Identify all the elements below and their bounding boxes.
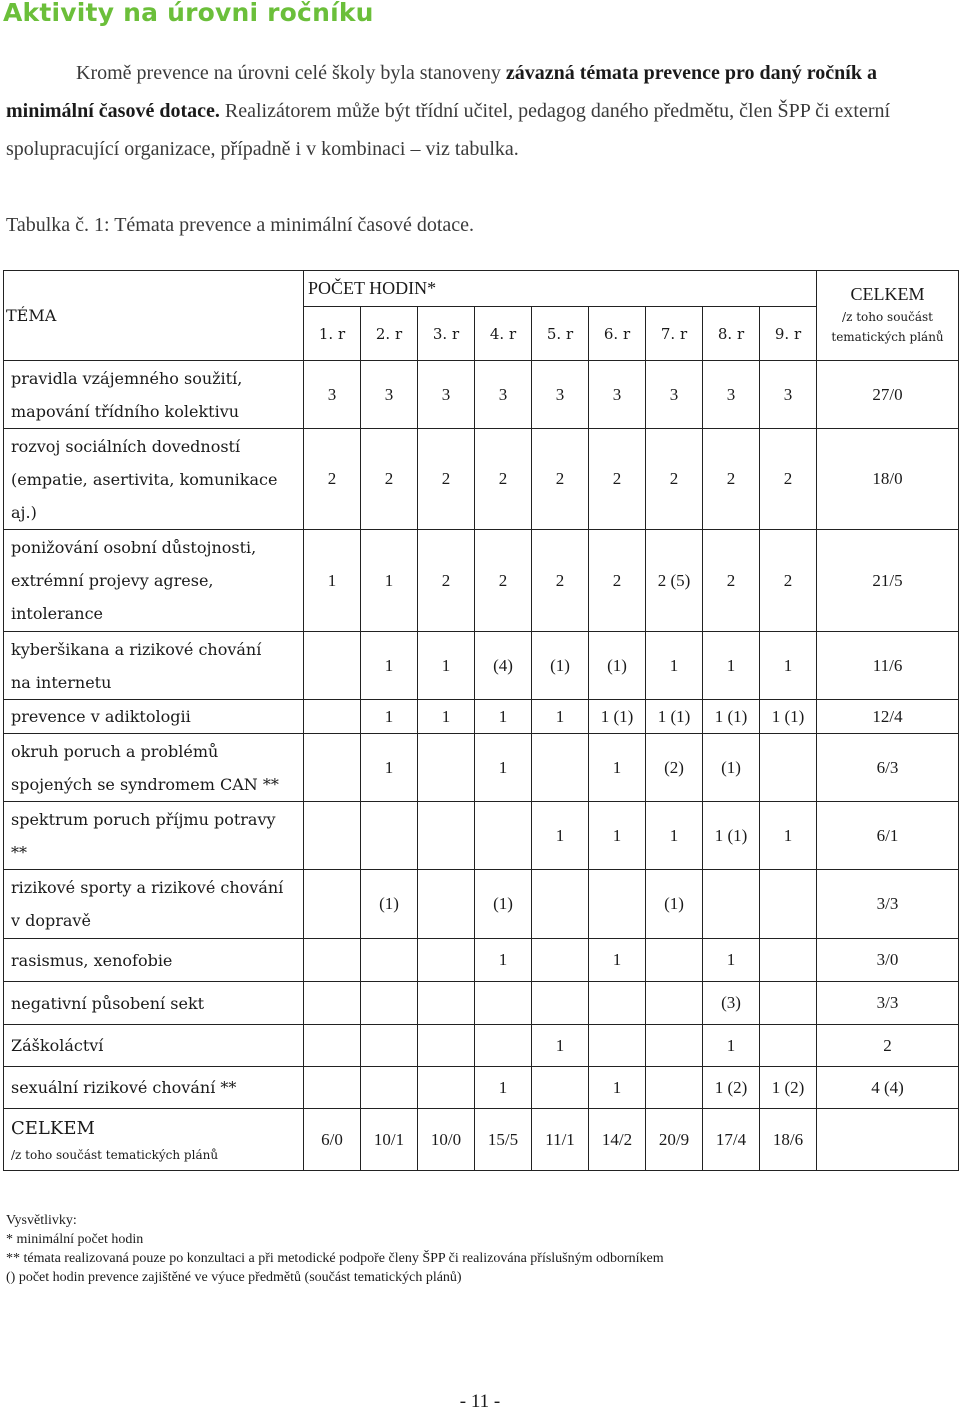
- intro-text-2: Realizátorem může být třídní učitel, pedagog daného předmětu, člen ŠPP či externí spolupracující organizace, případně i v kombinaci – viz tabulka.: [6, 100, 891, 160]
- hours-cell: [532, 939, 589, 982]
- hours-cell: 1: [589, 939, 646, 982]
- hours-cell: (4): [475, 632, 532, 700]
- hours-cell: 1: [646, 632, 703, 700]
- hours-cell: 1: [760, 802, 817, 870]
- table-row: [4, 429, 959, 530]
- hours-cell: 3: [646, 361, 703, 429]
- hours-cell: (2): [646, 734, 703, 802]
- row-total-cell: 2: [817, 1025, 959, 1067]
- summary-sublabel: /z toho součást tematických plánů: [11, 1147, 219, 1162]
- hours-cell: [703, 870, 760, 939]
- hours-cell: [304, 1025, 361, 1067]
- hours-cell: 2: [760, 530, 817, 632]
- hours-cell: 2: [475, 429, 532, 530]
- hours-cell: [589, 870, 646, 939]
- hours-cell: 1: [475, 1067, 532, 1109]
- topic-line: **: [11, 842, 27, 862]
- hours-cell: [418, 1025, 475, 1067]
- hours-cell: [304, 734, 361, 802]
- hours-cell: 1: [475, 700, 532, 734]
- hours-cell: [361, 939, 418, 982]
- grade-header: 5. r: [532, 307, 589, 361]
- hours-cell: [475, 982, 532, 1025]
- table-row: [4, 632, 959, 700]
- table-row: [4, 870, 959, 939]
- hours-cell: 3: [532, 361, 589, 429]
- row-total-cell: 27/0: [817, 361, 959, 429]
- hours-cell: 1: [361, 734, 418, 802]
- topic-line: kyberšikana a rizikové chování: [11, 639, 262, 659]
- hours-cell: 1: [703, 939, 760, 982]
- grade-header: 1. r: [304, 307, 361, 361]
- hours-cell: 2 (5): [646, 530, 703, 632]
- total-header-label: CELKEM: [850, 284, 925, 304]
- topic-line: Záškoláctví: [11, 1036, 104, 1055]
- hours-cell: 2: [589, 429, 646, 530]
- hours-cell: [646, 1067, 703, 1109]
- topic-cell: [4, 361, 304, 429]
- hours-cell: 1 (2): [760, 1067, 817, 1109]
- hours-cell: [760, 939, 817, 982]
- hours-cell: 1 (1): [646, 700, 703, 734]
- hours-cell: 1: [703, 1025, 760, 1067]
- topic-line: okruh poruch a problémů: [11, 741, 219, 761]
- hours-cell: 2: [532, 429, 589, 530]
- topic-cell: [4, 982, 304, 1025]
- row-total-cell: 6/1: [817, 802, 959, 870]
- hours-cell: [532, 982, 589, 1025]
- topic-line: extrémní projevy agrese,: [11, 571, 214, 590]
- hours-cell: 3: [475, 361, 532, 429]
- hours-cell: [760, 1025, 817, 1067]
- hours-cell: [304, 700, 361, 734]
- hours-cell: [418, 939, 475, 982]
- hours-cell: 1: [361, 632, 418, 700]
- hours-cell: 1 (2): [703, 1067, 760, 1109]
- hours-cell: (1): [475, 870, 532, 939]
- topic-line: intolerance: [11, 604, 103, 623]
- row-total-cell: 12/4: [817, 700, 959, 734]
- hours-cell: [646, 982, 703, 1025]
- grade-header: 6. r: [589, 307, 646, 361]
- hours-cell: [475, 802, 532, 870]
- hours-cell: (1): [361, 870, 418, 939]
- row-total-cell: 3/3: [817, 870, 959, 939]
- hours-cell: [361, 1025, 418, 1067]
- hours-cell: 1: [532, 802, 589, 870]
- intro-text-1: Kromě prevence na úrovni celé školy byla stanoveny: [76, 62, 506, 84]
- hours-cell: [532, 734, 589, 802]
- topic-line: prevence v adiktologii: [11, 707, 191, 726]
- hours-cell: 1: [589, 802, 646, 870]
- summary-cell: 6/0: [304, 1109, 361, 1171]
- hours-cell: (1): [646, 870, 703, 939]
- hours-cell: 2: [304, 429, 361, 530]
- summary-cell: 10/0: [418, 1109, 475, 1171]
- hours-cell: [760, 982, 817, 1025]
- grade-header: 4. r: [475, 307, 532, 361]
- hours-cell: 1: [589, 734, 646, 802]
- hours-cell: [304, 802, 361, 870]
- table-row: [4, 982, 959, 1025]
- topic-line: (empatie, asertivita, komunikace: [11, 469, 278, 489]
- hours-cell: 1: [418, 700, 475, 734]
- summary-row: [4, 1109, 959, 1171]
- footnote-line: () počet hodin prevence zajištěné ve výuce předmětů (součást tematických plánů): [6, 1270, 462, 1285]
- hours-cell: 2: [646, 429, 703, 530]
- hours-cell: 1: [361, 700, 418, 734]
- hours-cell: 3: [760, 361, 817, 429]
- hours-cell: 1: [361, 530, 418, 632]
- topic-line: rozvoj sociálních dovedností: [11, 436, 241, 456]
- hours-cell: 1: [703, 632, 760, 700]
- grade-header: 7. r: [646, 307, 703, 361]
- hours-cell: 3: [361, 361, 418, 429]
- topic-line: sexuální rizikové chování **: [11, 1078, 237, 1097]
- hours-cell: [475, 1025, 532, 1067]
- grade-header: 8. r: [703, 307, 760, 361]
- row-total-cell: 6/3: [817, 734, 959, 802]
- hours-cell: 1: [646, 802, 703, 870]
- table-row: [4, 530, 959, 632]
- table-row: [4, 700, 959, 734]
- summary-cell: 15/5: [475, 1109, 532, 1171]
- topic-cell: [4, 632, 304, 700]
- hours-cell: [418, 802, 475, 870]
- hours-cell: 1: [475, 734, 532, 802]
- hours-cell: 2: [361, 429, 418, 530]
- row-total-cell: 21/5: [817, 530, 959, 632]
- hours-cell: (1): [703, 734, 760, 802]
- hours-cell: [304, 1067, 361, 1109]
- hours-cell: 2: [589, 530, 646, 632]
- hours-cell: 1 (1): [760, 700, 817, 734]
- hours-cell: [589, 1025, 646, 1067]
- hours-header: POČET HODIN*: [304, 271, 817, 307]
- topic-cell: [4, 700, 304, 734]
- page-heading: Aktivity na úrovni ročníku: [3, 0, 374, 27]
- hours-cell: 3: [418, 361, 475, 429]
- hours-cell: 3: [304, 361, 361, 429]
- hours-cell: 1: [304, 530, 361, 632]
- grade-header: 3. r: [418, 307, 475, 361]
- table-row: [4, 1067, 959, 1109]
- grade-header: 2. r: [361, 307, 418, 361]
- table-row: [4, 802, 959, 870]
- hours-cell: 1 (1): [703, 802, 760, 870]
- summary-cell: 10/1: [361, 1109, 418, 1171]
- row-total-cell: 18/0: [817, 429, 959, 530]
- prevention-table: [3, 270, 959, 1171]
- hours-cell: [532, 870, 589, 939]
- hours-cell: 1: [532, 1025, 589, 1067]
- hours-cell: [361, 982, 418, 1025]
- hours-cell: 2: [418, 429, 475, 530]
- topic-cell: [4, 1025, 304, 1067]
- hours-cell: [361, 1067, 418, 1109]
- hours-cell: [760, 870, 817, 939]
- grade-header: 9. r: [760, 307, 817, 361]
- hours-cell: [418, 870, 475, 939]
- row-total-cell: 3/0: [817, 939, 959, 982]
- topic-header: TÉMA: [4, 271, 304, 361]
- hours-cell: [532, 1067, 589, 1109]
- hours-cell: [418, 982, 475, 1025]
- hours-cell: [418, 1067, 475, 1109]
- topic-line: na internetu: [11, 672, 112, 692]
- topic-cell: [4, 530, 304, 632]
- hours-cell: (1): [589, 632, 646, 700]
- hours-cell: [361, 802, 418, 870]
- hours-cell: 2: [760, 429, 817, 530]
- topic-line: pravidla vzájemného soužití,: [11, 368, 243, 388]
- footnote-line: Vysvětlivky:: [6, 1213, 77, 1228]
- table-row: [4, 361, 959, 429]
- topic-cell: [4, 802, 304, 870]
- topic-line: mapování třídního kolektivu: [11, 401, 240, 421]
- hours-cell: [760, 734, 817, 802]
- hours-cell: 1: [418, 632, 475, 700]
- hours-cell: 2: [703, 429, 760, 530]
- topic-line: ponižování osobní důstojnosti,: [11, 538, 257, 557]
- summary-cell: 18/6: [760, 1109, 817, 1171]
- summary-total-cell: [817, 1109, 959, 1171]
- hours-cell: [304, 870, 361, 939]
- topic-line: v dopravě: [11, 911, 91, 930]
- table-caption: Tabulka č. 1: Témata prevence a minimální časové dotace.: [6, 214, 475, 236]
- footnotes: [6, 1211, 664, 1287]
- row-total-cell: 11/6: [817, 632, 959, 700]
- hours-cell: [304, 939, 361, 982]
- total-header: [817, 271, 959, 361]
- hours-cell: [304, 982, 361, 1025]
- hours-cell: 2: [703, 530, 760, 632]
- hours-cell: 2: [475, 530, 532, 632]
- summary-label: CELKEM: [11, 1117, 95, 1139]
- hours-cell: 1: [532, 700, 589, 734]
- hours-cell: 1: [589, 1067, 646, 1109]
- table-row: [4, 939, 959, 982]
- hours-cell: 1: [475, 939, 532, 982]
- topic-line: negativní působení sekt: [11, 993, 205, 1013]
- summary-cell: 20/9: [646, 1109, 703, 1171]
- hours-cell: 1 (1): [589, 700, 646, 734]
- footnote-line: * minimální počet hodin: [6, 1232, 144, 1247]
- hours-cell: [304, 632, 361, 700]
- table-row: [4, 1025, 959, 1067]
- summary-cell: 11/1: [532, 1109, 589, 1171]
- hours-cell: [646, 1025, 703, 1067]
- topic-cell: [4, 734, 304, 802]
- summary-cell: 17/4: [703, 1109, 760, 1171]
- page-number: - 11 -: [459, 1391, 501, 1412]
- topic-cell: [4, 429, 304, 530]
- topic-cell: [4, 1067, 304, 1109]
- hours-cell: 1 (1): [703, 700, 760, 734]
- hours-cell: [418, 734, 475, 802]
- summary-label-cell: [4, 1109, 304, 1171]
- table-row: [4, 734, 959, 802]
- hours-cell: 3: [703, 361, 760, 429]
- topic-cell: [4, 939, 304, 982]
- hours-cell: [589, 982, 646, 1025]
- hours-cell: 2: [532, 530, 589, 632]
- summary-cell: 14/2: [589, 1109, 646, 1171]
- hours-cell: 2: [418, 530, 475, 632]
- topic-line: rizikové sporty a rizikové chování: [11, 878, 284, 897]
- hours-cell: 3: [589, 361, 646, 429]
- total-header-sublabel: /z toho součást tematických plánů: [831, 310, 944, 344]
- footnote-line: ** témata realizovaná pouze po konzultaci a při metodické podpoře členy ŠPP či realizována příslušným odborníkem: [6, 1251, 664, 1266]
- hours-cell: (3): [703, 982, 760, 1025]
- row-total-cell: 4 (4): [817, 1067, 959, 1109]
- topic-line: spektrum poruch příjmu potravy: [11, 809, 276, 829]
- topic-line: spojených se syndromem CAN **: [11, 774, 279, 794]
- intro-paragraph: [6, 54, 911, 168]
- topic-cell: [4, 870, 304, 939]
- hours-cell: 1: [760, 632, 817, 700]
- topic-line: aj.): [11, 502, 37, 522]
- hours-cell: (1): [532, 632, 589, 700]
- hours-cell: [646, 939, 703, 982]
- row-total-cell: 3/3: [817, 982, 959, 1025]
- topic-line: rasismus, xenofobie: [11, 950, 173, 970]
- intro-bold-text: závazná témata prevence pro daný ročník a minimální časové dotace.: [6, 62, 877, 122]
